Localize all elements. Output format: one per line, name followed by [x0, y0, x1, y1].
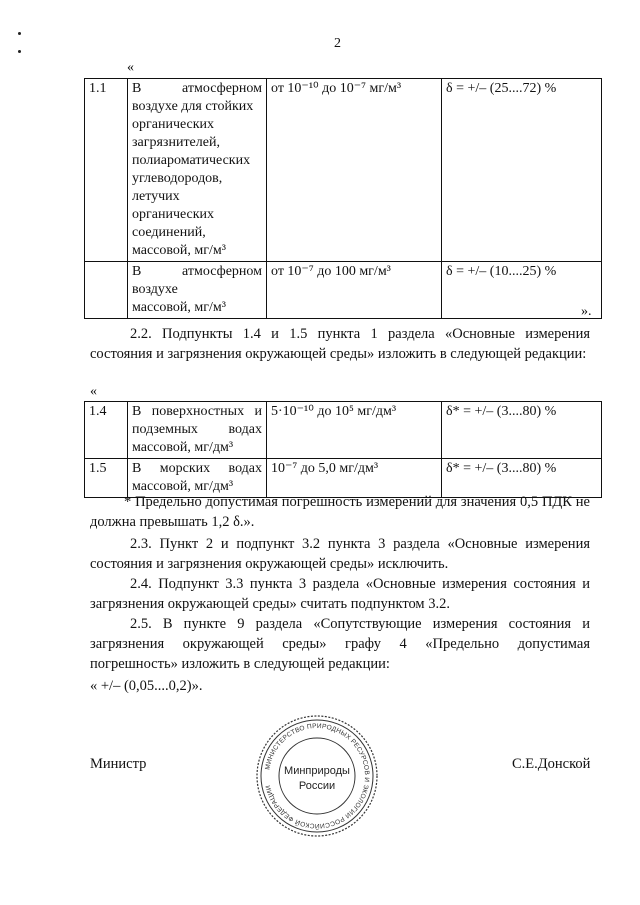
table-row [85, 262, 602, 319]
row-number: 1.5 [85, 459, 128, 498]
close-quote: ». [581, 304, 592, 319]
row-range: от 10⁻¹⁰ до 10⁻⁷ мг/м³ [267, 79, 442, 262]
signature-name: С.Е.Донской [512, 756, 591, 772]
margin-mark [18, 50, 21, 53]
open-quote-2: « [90, 384, 97, 399]
seal-ring-text: МИНИСТЕРСТВО ПРИРОДНЫХ РЕСУРСОВ И ЭКОЛОГИИ РОССИЙСКОЙ ФЕДЕРАЦИИ [264, 722, 371, 830]
open-quote: « [127, 60, 134, 75]
row-description: В морских водах массовой, мг/дм³ [128, 459, 267, 498]
row-range: 10⁻⁷ до 5,0 мг/дм³ [267, 459, 442, 498]
page-number: 2 [334, 36, 341, 51]
row-description: В атмосферном воздухе массовой, мг/м³ [128, 262, 267, 319]
seal-center-line-1: Минприроды [284, 765, 350, 777]
row-number: 1.4 [85, 402, 128, 459]
row-description: В атмосферном воздухе для стойких органических загрязнителей, полиароматических углеводородов, летучих органических соединений, массовой, мг/м³ [128, 79, 267, 262]
seal-center-line-2: России [298, 780, 336, 792]
footnote: * Предельно допустимая погрешность измерений для значения 0,5 ПДК не должна превышать 1,2 δ.». [90, 494, 590, 530]
ministry-seal [255, 714, 379, 838]
row-range: 5·10⁻¹⁰ до 10⁵ мг/дм³ [267, 402, 442, 459]
row-accuracy: δ* = +/– (3....80) % [442, 402, 602, 459]
paragraph-2-5-value: « +/– (0,05....0,2)». [90, 678, 203, 694]
margin-mark [18, 32, 21, 35]
table-row [85, 402, 602, 459]
signature-title: Министр [90, 756, 147, 772]
table-measurements-air [84, 78, 602, 319]
row-accuracy: δ = +/– (10....25) % [442, 262, 602, 319]
row-accuracy: δ* = +/– (3....80) % [442, 459, 602, 498]
row-description: В поверхностных и подземных водах массовой, мг/дм³ [128, 402, 267, 459]
table-measurements-water [84, 401, 602, 498]
row-number: 1.1 [85, 79, 128, 262]
row-range: от 10⁻⁷ до 100 мг/м³ [267, 262, 442, 319]
row-accuracy: δ = +/– (25....72) % [442, 79, 602, 262]
paragraph-2-5: 2.5. В пункте 9 раздела «Сопутствующие измерения состояния и загрязнения окружающей среды» графу 4 «Предельно допустимая погрешность» изложить в следующей редакции: [90, 616, 590, 672]
table-row [85, 79, 602, 262]
row-number [85, 262, 128, 319]
paragraph-2-3: 2.3. Пункт 2 и подпункт 3.2 пункта 3 раздела «Основные измерения состояния и загрязнения окружающей среды» исключить. [90, 536, 590, 572]
paragraph-2-4: 2.4. Подпункт 3.3 пункта 3 раздела «Основные измерения состояния и загрязнения окружающей среды» считать подпунктом 3.2. [90, 576, 590, 612]
paragraph-2-2: 2.2. Подпункты 1.4 и 1.5 пункта 1 раздела «Основные измерения состояния и загрязнения окружающей среды» изложить в следующей редакции: [90, 326, 590, 362]
